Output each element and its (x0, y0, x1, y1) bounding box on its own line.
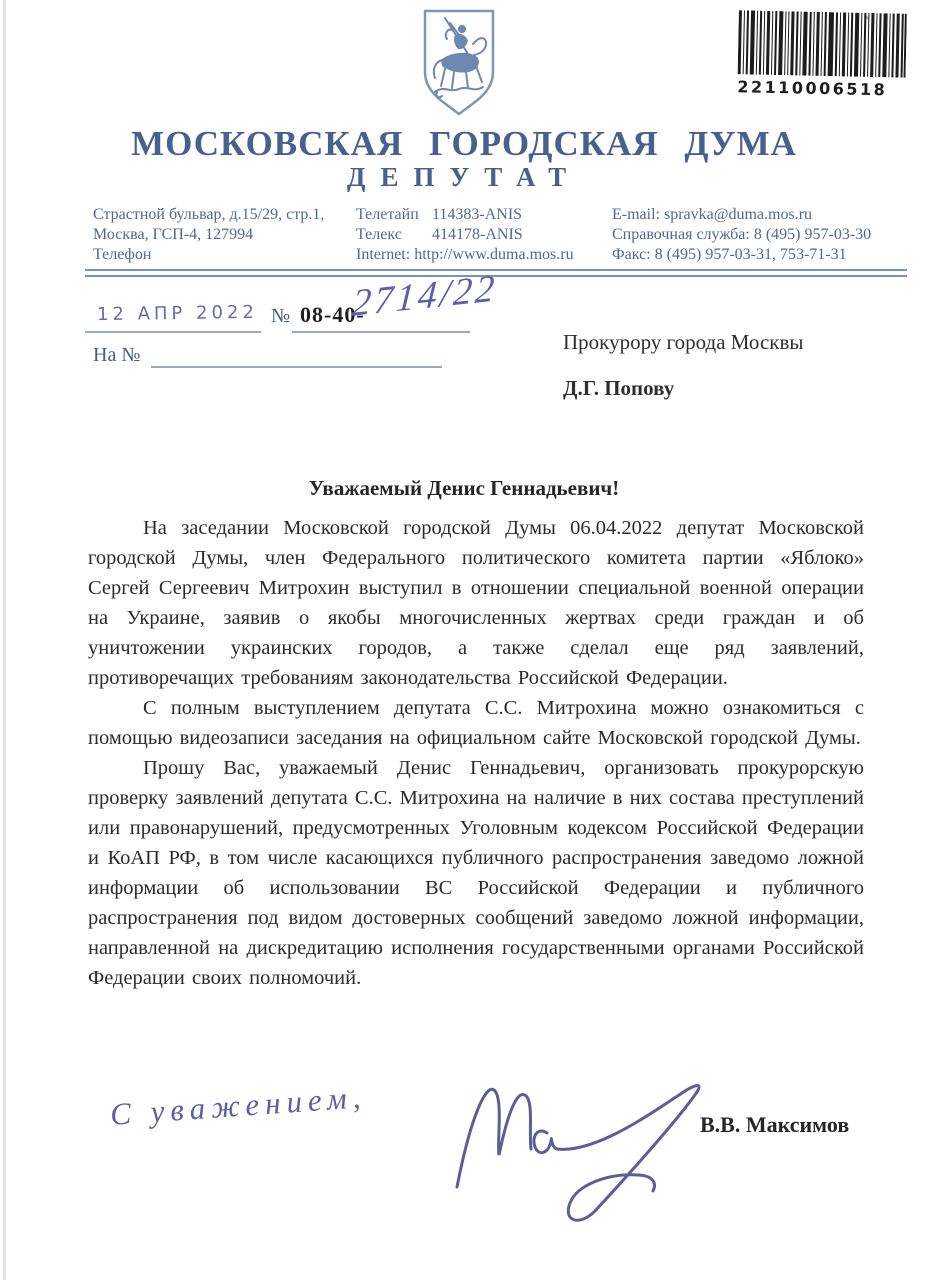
date-stamp: 12 АПР 2022 (96, 301, 258, 326)
teletype-value: 114383-ANIS (432, 206, 523, 223)
barcode (737, 10, 911, 100)
telex-value: 414178-ANIS (432, 226, 523, 243)
helpdesk-line: Справочная служба: 8 (495) 957-03-30 (612, 226, 872, 243)
moscow-coat-of-arms-icon (417, 8, 501, 118)
body-paragraph: Прошу Вас, уважаемый Денис Геннадьевич, организовать прокурорскую проверку заявлений депутата С.С. Митрохина на наличие в них состава преступлений или правонарушений, предусмотренных Уголовным кодексом Российской Федерации и КоАП РФ, в том числе касающихся публичного распространения заведомо ложной информации об использовании ВС Российской Федерации и публичного распространения под видом достоверных сообщений заведомо ложной информации, направленной на дискредитацию исполнения государственными органами Российской Федерации своих полномочий. (88, 757, 864, 989)
letter-body (88, 513, 864, 993)
number-underline (292, 331, 470, 333)
reply-to-label: На № (93, 344, 141, 366)
teletype-label: Телетайп (356, 206, 419, 223)
organization-title: МОСКОВСКАЯ ГОРОДСКАЯ ДУМА (131, 124, 797, 163)
recipient-name: Д.Г. Попову (563, 376, 675, 400)
teletype-line (356, 205, 606, 225)
contact-address-column (93, 205, 348, 265)
address-line: Телефон (93, 246, 152, 263)
telex-line (356, 225, 606, 245)
barcode-bars (738, 10, 907, 78)
reply-underline (151, 366, 442, 368)
telex-label: Телекс (356, 226, 402, 243)
salutation: Уважаемый Денис Геннадьевич! (308, 476, 620, 500)
contact-tele-column (356, 205, 606, 265)
date-underline (85, 331, 261, 333)
number-sign: № (271, 305, 291, 327)
body-paragraph: На заседании Московской городской Думы 06.04.2022 депутат Московской городской Думы, член Федерального политического комитета партии «Яблоко» Сергей Сергеевич Митрохин выступил в отношении специальной военной операции на Украине, заявив о якобы многочисленных жертвах среди граждан и об уничтожении украинских городов, а также сделал еще ряд заявлений, противоречащих требованиям законодательства Российской Федерации. (88, 517, 864, 689)
signer-name: В.В. Максимов (700, 1112, 850, 1137)
organization-role: ДЕПУТАТ (346, 162, 582, 192)
handwritten-number: 2714/22 (350, 267, 499, 325)
contact-email-column (612, 205, 892, 265)
barcode-number: 22110006518 (737, 77, 888, 100)
handwritten-closing: С уважением, (109, 1079, 368, 1132)
address-line: Москва, ГСП-4, 127994 (93, 226, 254, 243)
address-line: Страстной бульвар, д.15/29, стр.1, (93, 206, 325, 223)
signature-scribble (443, 1055, 743, 1245)
email-line: E-mail: spravka@duma.mos.ru (612, 206, 813, 223)
internet-line: Internet: http://www.duma.mos.ru (356, 246, 574, 263)
number-prefix: 08-40- (300, 302, 365, 327)
recipient-block (563, 330, 804, 401)
body-paragraph: С полным выступлением депутата С.С. Митрохина можно ознакомиться с помощью видеозаписи заседания на официальном сайте Московской городской Думы. (88, 697, 864, 749)
recipient-title: Прокурору города Москвы (563, 330, 804, 354)
fax-line: Факс: 8 (495) 957-03-31, 753-71-31 (612, 246, 847, 263)
